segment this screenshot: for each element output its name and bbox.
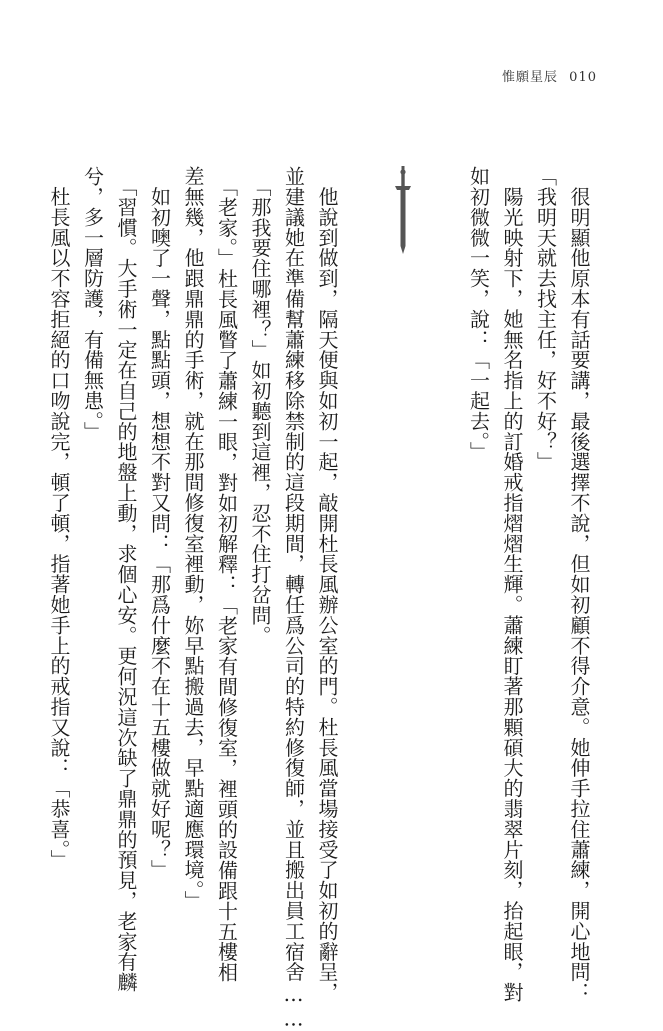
text-line: 「老家。」杜長風瞥了蕭練一眼，對如初解釋：「老家有間修復室，裡頭的設備跟十五樓相 <box>214 166 239 983</box>
page-number: 010 <box>569 70 597 85</box>
text-line: 陽光映射下，她無名指上的訂婚戒指熠熠生輝。蕭練盯著那顆碩大的翡翠片刻，抬起眼，對 <box>500 166 524 1003</box>
text-line: 杜長風以不容拒絕的口吻說完，頓了頓，指著她手上的戒指又說：「恭喜。」 <box>47 166 71 870</box>
text-line: 很明顯他原本有話要講，最後選擇不說，但如初顧不得介意。她伸手拉住蕭練，開心地問： <box>567 166 591 1003</box>
text-column-left <box>42 166 344 1031</box>
text-line: 並建議她在準備幫蕭練移除禁制的這段期間，轉任爲公司的特約修復師，並且搬出員工宿舍…… <box>281 166 306 1031</box>
text-line: 如初微微一笑，說：「一起去。」 <box>466 166 491 462</box>
text-column-right <box>461 166 595 1003</box>
text-line: 「那我要住哪裡？」如初聽到這裡，忍不住打岔問。 <box>248 166 272 646</box>
text-line: 「我明天就去找主任，好不好？」 <box>533 166 558 472</box>
text-line: 他說到做到，隔天便與如初一起，敲開杜長風辦公室的門。杜長風當場接受了如初的辭呈， <box>315 166 339 1003</box>
sword-ornament-icon <box>393 166 413 256</box>
running-header <box>502 66 597 85</box>
text-line: 差無幾，他跟鼎鼎的手術，就在那間修復室裡動，妳早點搬過去，早點適應環境。」 <box>181 166 205 911</box>
text-line: 兮，多一層防護，有備無患。」 <box>80 166 105 442</box>
text-line: 「習慣。大手術一定在自己的地盤上動，求個心安。更何況這次缺了鼎鼎的預見，老家有麟 <box>114 166 138 993</box>
text-line: 如初噢了一聲，點點頭，想想不對又問：「那爲什麼不在十五樓做就好呢？」 <box>147 166 172 880</box>
book-title: 惟願星辰 <box>502 70 559 85</box>
